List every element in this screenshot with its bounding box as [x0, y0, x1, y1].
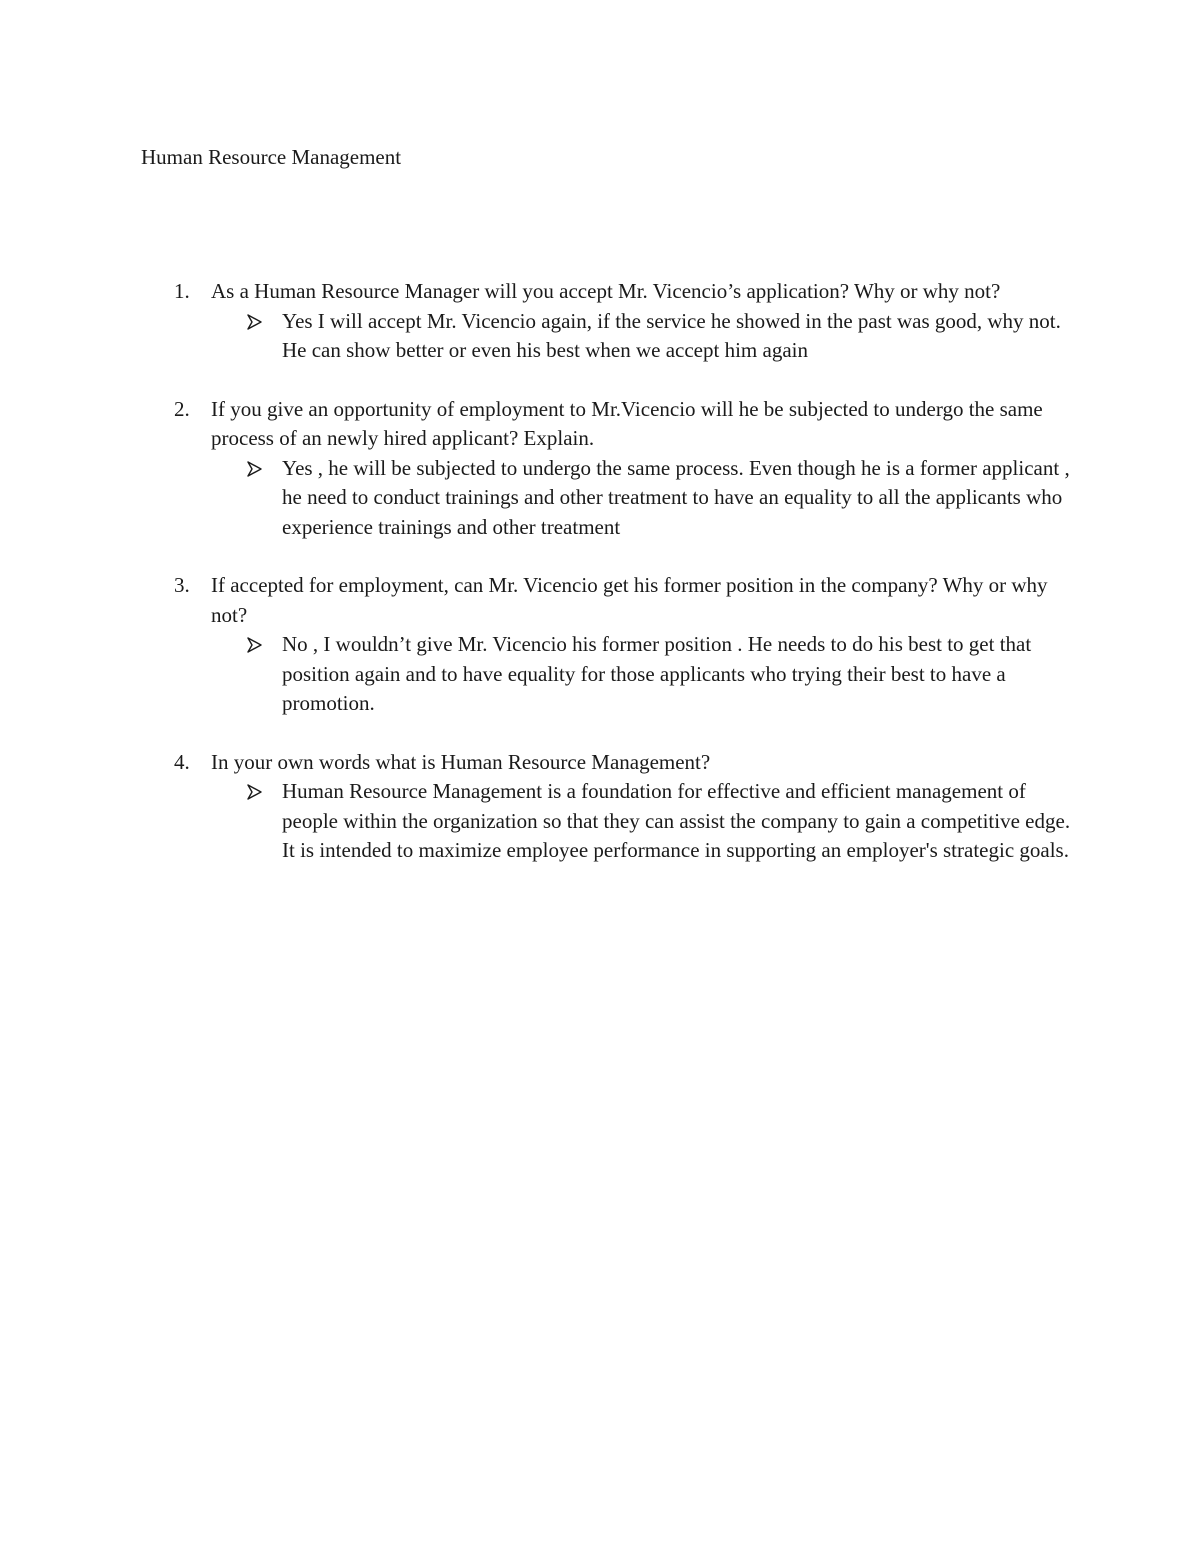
question-number: 4.: [174, 749, 190, 774]
question-text: If accepted for employment, can Mr. Vicencio get his former position in the company? Why or why not?: [211, 573, 1048, 627]
question-text: As a Human Resource Manager will you accept Mr. Vicencio’s application? Why or why not?: [211, 279, 1001, 303]
answer-text: Human Resource Management is a foundation for effective and efficient management of people within the organization so that they can assist the company to gain a competitive edge. It is intended to maximize employee performance in supporting an employer's strategic goals.: [282, 779, 1071, 862]
arrowhead-bullet-icon: [246, 461, 262, 477]
document-title: Human Resource Management: [141, 145, 402, 169]
question-number: 1.: [174, 279, 190, 303]
answer-text: Yes , he will be subjected to undergo the same process. Even though he is a former applicant , he need to conduct trainings and other treatment to have an equality to all the applicants who experience trainings and other treatment: [282, 455, 1070, 539]
answer-text: Yes I will accept Mr. Vicencio again, if the service he showed in the past was good, why not. He can show better or even his best when we accept him again: [282, 308, 1061, 362]
list-item: [0, 748, 1200, 866]
question-list: [0, 277, 1200, 895]
answer-item: [282, 454, 1072, 543]
answer-item: [282, 307, 1072, 366]
question-number: 2.: [174, 396, 190, 421]
answer-text: No , I wouldn’t give Mr. Vicencio his former position . He needs to do his best to get that position again and to have equality for those applicants who trying their best to have a promotion.: [282, 632, 1032, 715]
list-item: [0, 395, 1200, 543]
answer-item: [282, 630, 1072, 719]
answer-item: [282, 777, 1072, 866]
arrowhead-bullet-icon: [246, 784, 262, 800]
arrowhead-bullet-icon: [246, 637, 262, 653]
arrowhead-bullet-icon: [246, 314, 262, 330]
question-number: 3.: [174, 573, 190, 597]
list-item: [0, 277, 1200, 366]
list-item: [0, 571, 1200, 719]
question-text: If you give an opportunity of employment to Mr.Vicencio will he be subjected to undergo the same process of an newly hired applicant? Explain.: [211, 396, 1043, 450]
question-text: In your own words what is Human Resource Management?: [211, 749, 711, 774]
